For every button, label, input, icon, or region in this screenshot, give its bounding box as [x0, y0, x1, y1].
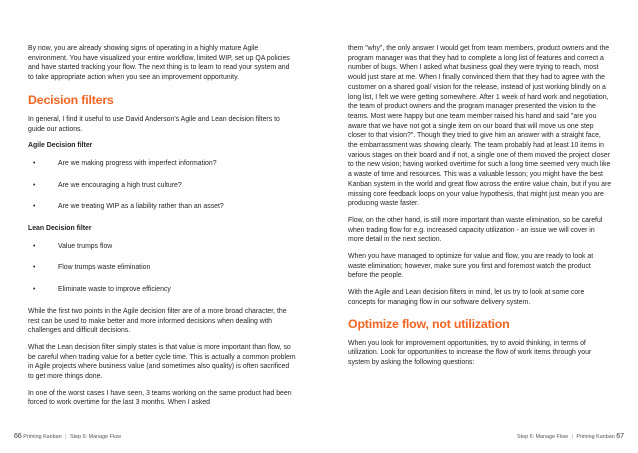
- improvement-opportunities-paragraph: When you look for improvement opportunities, try to avoid thinking, in terms of utilization. Look for opportunities to increase the flow of work items through your system by asking the following questions:: [348, 339, 592, 366]
- agile-bullet-text: Are we encouraging a high trust culture?: [58, 181, 182, 189]
- left-intro-paragraph: By now, you are already showing signs of operating in a highly mature Agile environment. You have visualized your entire workflow, limited WIP, set up QA policies and have started tracking your flow. The next thing is to learn to read your system and to take appropriate action when you see an improvement opportunity.: [28, 45, 290, 82]
- bullet-icon: •: [33, 203, 36, 211]
- agile-bullet-item: [28, 202, 296, 212]
- bullet-icon: •: [33, 159, 36, 167]
- left-page-number: 66: [14, 433, 22, 440]
- footer-separator: |: [65, 434, 67, 440]
- left-book-title: Priming Kanban: [23, 434, 62, 440]
- agile-filter-discussion-paragraph: While the first two points in the Agile decision filter are of a more broad character, the rest can be used to make better and more informed decisions when dealing with challenges and difficult decisions.: [28, 307, 287, 335]
- optimize-flow-heading: Optimize flow, not utilization: [348, 316, 510, 331]
- right-chapter-title: Step 6: Manage Flow: [516, 434, 568, 440]
- flow-vs-waste-paragraph: Flow, on the other hand, is still more important than waste elimination, so be careful when trading flow for e.g. increased capacity utilization - an issue we will cover in more detail in the next section.: [348, 216, 603, 244]
- core-concepts-paragraph: With the Agile and Lean decision filters in mind, let us try to look at some core concepts for managing flow in our software delivery system.: [348, 289, 585, 306]
- lean-bullet-item: [28, 263, 296, 273]
- left-chapter-title: Step 6: Manage Flow: [70, 434, 122, 440]
- lean-filter-discussion-paragraph: What the Lean decision filter simply states is that value is more important than flow, so be careful when trading value for a better cycle time. This is actually a common problem in Agile projects where business value (and sometimes also quality) is often sacrificed to get more things done.: [28, 343, 296, 381]
- footer-separator: |: [571, 434, 573, 440]
- agile-bullet-item: [28, 159, 296, 169]
- agile-filter-label: Agile Decision filter: [28, 142, 93, 150]
- right-book-title: Priming Kanban: [576, 434, 615, 440]
- agile-bullet-text: Are we treating WIP as a liability rather than an asset?: [58, 203, 224, 211]
- bullet-icon: •: [33, 181, 36, 189]
- agile-bullet-text: Are we making progress with imperfect information?: [58, 159, 217, 167]
- left-page-column: [28, 44, 296, 415]
- lean-bullet-text: Eliminate waste to improve efficiency: [58, 286, 171, 294]
- decision-filters-heading: Decision filters: [28, 92, 114, 107]
- right-page-column: [348, 44, 612, 375]
- right-page-number: 67: [616, 433, 624, 440]
- story-paragraph: them "why", the only answer I would get from team members, product owners and the program manager was that they had to complete a long list of features and correct a number of bugs. When I asked what business goal they were trying to reach, most would just stare at me. When I finally convinced them that they had to agree with the customer on a shared goal/ vision for the release, instead of just working blindly on a long list, I felt we were getting somewhere. After 1 week of hard work and negotiation, the team of product owners and the program manager presented the vision to the teams. Most were happy but one team member raised his hand and said "are you aware that we have not got a single item on our board that will move us one step closer to that vision?". Though they tried to give him an answer with a straight face, the embarrassment was showing clearly. The team probably had at least 10 items in various stages on their board and if not, a single one of them moved the project closer to the new vision; having worked overtime for such a long time seemed very much like a waste of time and resources. This was a valuable lesson; you might have the best Kanban system in the world and great flow across the entire value chain, but if you are missing core feedback loops on your value hypothesis, that might just mean you are producing waste faster.: [348, 45, 612, 208]
- lean-bullet-item: [28, 285, 296, 295]
- agile-bullet-item: [28, 181, 296, 191]
- right-page-footer: [517, 433, 624, 441]
- decision-filters-paragraph: In general, I find it useful to use David Anderson's Agile and Lean decision filters to guide our actions.: [28, 115, 280, 133]
- lean-bullet-text: Value trumps flow: [58, 242, 113, 250]
- bullet-icon: •: [33, 264, 36, 272]
- lean-filter-label: Lean Decision filter: [28, 225, 92, 233]
- bullet-icon: •: [33, 286, 36, 294]
- left-page-footer: [14, 433, 121, 441]
- lean-bullet-text: Flow trumps waste elimination: [58, 264, 151, 272]
- worst-case-paragraph: In one of the worst cases I have seen, 3 teams working on the same product had been forced to work overtime for the last 3 months. When I asked: [28, 389, 292, 407]
- bullet-icon: •: [33, 242, 36, 250]
- waste-elimination-paragraph: When you have managed to optimize for value and flow, you are ready to look at waste elimination; however, make sure you first and foremost watch the product before the people.: [348, 253, 594, 280]
- lean-bullet-item: [28, 242, 296, 252]
